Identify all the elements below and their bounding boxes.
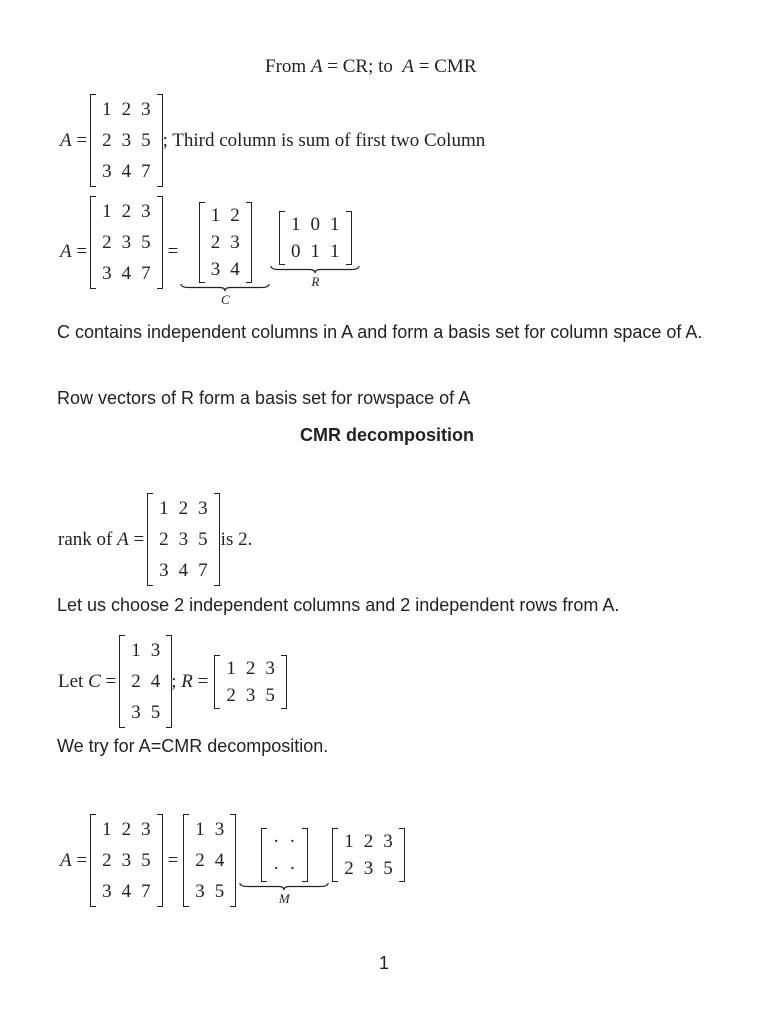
matrix-entry: 1 (226, 657, 236, 679)
matrix-A (90, 196, 163, 289)
matrix-entry: · (272, 831, 280, 852)
equals-sign: = (76, 241, 88, 262)
matrix-row (154, 493, 213, 524)
matrix-entry: 3 (230, 232, 240, 253)
paragraph-c-basis: C contains independent columns in A and form a basis set for column space of A. (57, 322, 703, 342)
symbol-C: C (88, 670, 101, 692)
matrix-R-chosen (332, 828, 405, 882)
matrix-row (206, 202, 245, 229)
matrix-R-chosen (214, 655, 287, 709)
matrix-row (268, 828, 301, 855)
matrix-row (190, 845, 229, 876)
matrix-row (190, 814, 229, 845)
matrix-entry: 5 (150, 702, 161, 723)
matrix-entry: 2 (131, 671, 141, 692)
matrix-entry: 1 (195, 819, 205, 840)
matrix-entry: 2 (344, 858, 354, 879)
matrix-entry: 3 (383, 831, 393, 852)
matrix-entry: 3 (159, 560, 169, 581)
matrix-entry: 3 (141, 819, 151, 840)
factor-M-with-brace (239, 828, 329, 907)
matrix-entry: 1 (159, 498, 169, 519)
matrix-entry: 0 (310, 214, 321, 235)
matrix-entry: 5 (383, 858, 393, 879)
matrix-entry: 5 (141, 232, 151, 253)
matrix-entry: 2 (121, 99, 132, 120)
equation-cmr (60, 814, 408, 907)
matrix-entry: 2 (245, 657, 256, 679)
matrix-entry: 3 (150, 640, 161, 661)
matrix-entry: 3 (178, 529, 189, 550)
matrix-C-chosen (119, 635, 172, 728)
matrix-row (339, 855, 398, 882)
equation-let-c-r (58, 635, 290, 728)
matrix-row (286, 238, 345, 265)
symbol-A: A (60, 129, 72, 151)
symbol-A: A (60, 241, 72, 262)
matrix-row (154, 555, 213, 586)
matrix-row (221, 655, 280, 682)
matrix-row (97, 196, 156, 227)
matrix-entry: 2 (121, 201, 132, 222)
symbol-A: A (60, 849, 72, 871)
matrix-row (126, 635, 165, 666)
matrix-entry: · (272, 858, 280, 879)
heading-A: A (310, 56, 323, 77)
symbol-R: R (181, 670, 193, 692)
matrix-entry: 4 (214, 850, 225, 871)
rank-of-label: rank of (58, 528, 113, 550)
matrix-entry: 2 (210, 232, 221, 253)
equals-sign: = (133, 528, 145, 550)
matrix-entry: 4 (230, 259, 240, 280)
matrix-entry: 4 (178, 560, 189, 581)
equals-sign: = (167, 849, 179, 871)
matrix-row (206, 229, 245, 256)
matrix-entry: 3 (141, 201, 151, 222)
matrix-entry: 1 (330, 214, 340, 235)
matrix-entry: 4 (121, 881, 132, 902)
equation-rank (58, 493, 252, 586)
label-R: R (311, 274, 320, 289)
matrix-entry: 2 (178, 498, 189, 519)
matrix-entry: 2 (102, 130, 112, 151)
matrix-row (97, 156, 156, 187)
matrix-entry: 7 (198, 560, 208, 581)
matrix-entry: 7 (141, 161, 151, 182)
third-column-note: ; Third column is sum of first two Column (162, 129, 486, 151)
matrix-entry: 1 (310, 241, 321, 262)
matrix-entry: 3 (102, 881, 112, 902)
matrix-entry: 2 (102, 850, 112, 871)
matrix-entry: 1 (131, 640, 141, 661)
rank-value: is 2. (220, 528, 253, 550)
matrix-row (97, 125, 156, 156)
paragraph-r-basis: Row vectors of R form a basis set for rowspace of A (57, 388, 471, 408)
matrix-entry: 3 (195, 881, 205, 902)
matrix-entry: 2 (195, 850, 205, 871)
matrix-entry: 3 (121, 850, 132, 871)
matrix-row (221, 682, 280, 709)
matrix-R (279, 211, 352, 265)
matrix-entry: 4 (121, 161, 132, 182)
matrix-entry: 3 (131, 702, 141, 723)
matrix-row (97, 876, 156, 907)
matrix-row (97, 814, 156, 845)
heading-A2: A (402, 56, 415, 77)
matrix-entry: 5 (198, 529, 208, 550)
equation-a-definition (60, 94, 485, 187)
matrix-entry: 3 (102, 263, 112, 284)
matrix-entry: 4 (150, 671, 161, 692)
let-label: Let (58, 670, 84, 692)
matrix-row (126, 697, 165, 728)
matrix-row (126, 666, 165, 697)
matrix-row (97, 258, 156, 289)
matrix-entry: 1 (330, 241, 340, 262)
matrix-entry: 3 (245, 684, 256, 706)
section-title: CMR decomposition (300, 425, 474, 445)
heading-eq-cr: = CR; to (327, 56, 393, 77)
matrix-entry: 1 (102, 819, 112, 840)
matrix-entry: 3 (214, 819, 225, 840)
matrix-entry: 5 (141, 130, 151, 151)
underbrace-M (239, 882, 329, 891)
equals-sign: = (76, 129, 88, 151)
matrix-entry: 1 (102, 99, 112, 120)
matrix-A (147, 493, 220, 586)
matrix-C-chosen (183, 814, 236, 907)
matrix-C (199, 202, 252, 283)
matrix-entry: 7 (141, 263, 151, 284)
heading-line (265, 56, 477, 78)
matrix-entry: 5 (141, 850, 151, 871)
matrix-row (97, 94, 156, 125)
matrix-row (206, 256, 245, 283)
matrix-entry: 3 (121, 232, 132, 253)
matrix-row (339, 828, 398, 855)
heading-from: From (265, 56, 307, 77)
matrix-entry: 2 (102, 232, 112, 253)
matrix-entry: 0 (291, 241, 301, 262)
matrix-entry: 2 (363, 831, 374, 852)
label-C: C (220, 292, 230, 307)
symbol-A: A (117, 528, 129, 550)
matrix-entry: 3 (210, 259, 221, 280)
matrix-row (190, 876, 229, 907)
matrix-entry: 5 (265, 684, 275, 706)
equals-sign: = (105, 670, 117, 692)
matrix-row (97, 227, 156, 258)
matrix-entry: 1 (344, 831, 354, 852)
matrix-entry: 1 (102, 201, 112, 222)
matrix-entry: 5 (214, 881, 225, 902)
matrix-row (97, 845, 156, 876)
matrix-entry: 2 (159, 529, 169, 550)
matrix-entry: 4 (121, 263, 132, 284)
matrix-entry: 2 (226, 684, 236, 706)
matrix-entry: 1 (210, 205, 221, 226)
matrix-entry: 1 (291, 214, 301, 235)
matrix-row (286, 211, 345, 238)
matrix-entry: 3 (141, 99, 151, 120)
label-M: M (278, 891, 290, 906)
equals-sign: = (76, 849, 88, 871)
paragraph-choose: Let us choose 2 independent columns and 2 independent rows from A. (57, 595, 620, 615)
heading-eq-cmr: = CMR (418, 56, 477, 77)
equals-sign: = (197, 670, 209, 692)
matrix-entry: 3 (265, 657, 275, 679)
factor-C-with-brace (180, 196, 270, 308)
matrix-entry: 2 (230, 205, 240, 226)
factor-R-with-brace (270, 211, 360, 290)
matrix-entry: 3 (363, 858, 374, 879)
matrix-entry: 3 (198, 498, 208, 519)
matrix-entry: 7 (141, 881, 151, 902)
matrix-entry: 2 (121, 819, 132, 840)
matrix-entry: 3 (102, 161, 112, 182)
underbrace-R (270, 265, 360, 274)
equation-cr-factorization (60, 196, 360, 308)
matrix-A (90, 94, 163, 187)
matrix-row (154, 524, 213, 555)
matrix-row (268, 855, 301, 882)
matrix-A (90, 814, 163, 907)
matrix-entry: · (289, 831, 296, 852)
matrix-M (261, 828, 308, 882)
equals-sign: = (167, 241, 179, 262)
matrix-entry: 3 (121, 130, 132, 151)
semicolon: ; (171, 670, 177, 692)
paragraph-try-cmr: We try for A=CMR decomposition. (57, 736, 329, 756)
underbrace-C (180, 283, 270, 292)
page-number: 1 (378, 953, 389, 973)
matrix-entry: · (289, 858, 296, 879)
